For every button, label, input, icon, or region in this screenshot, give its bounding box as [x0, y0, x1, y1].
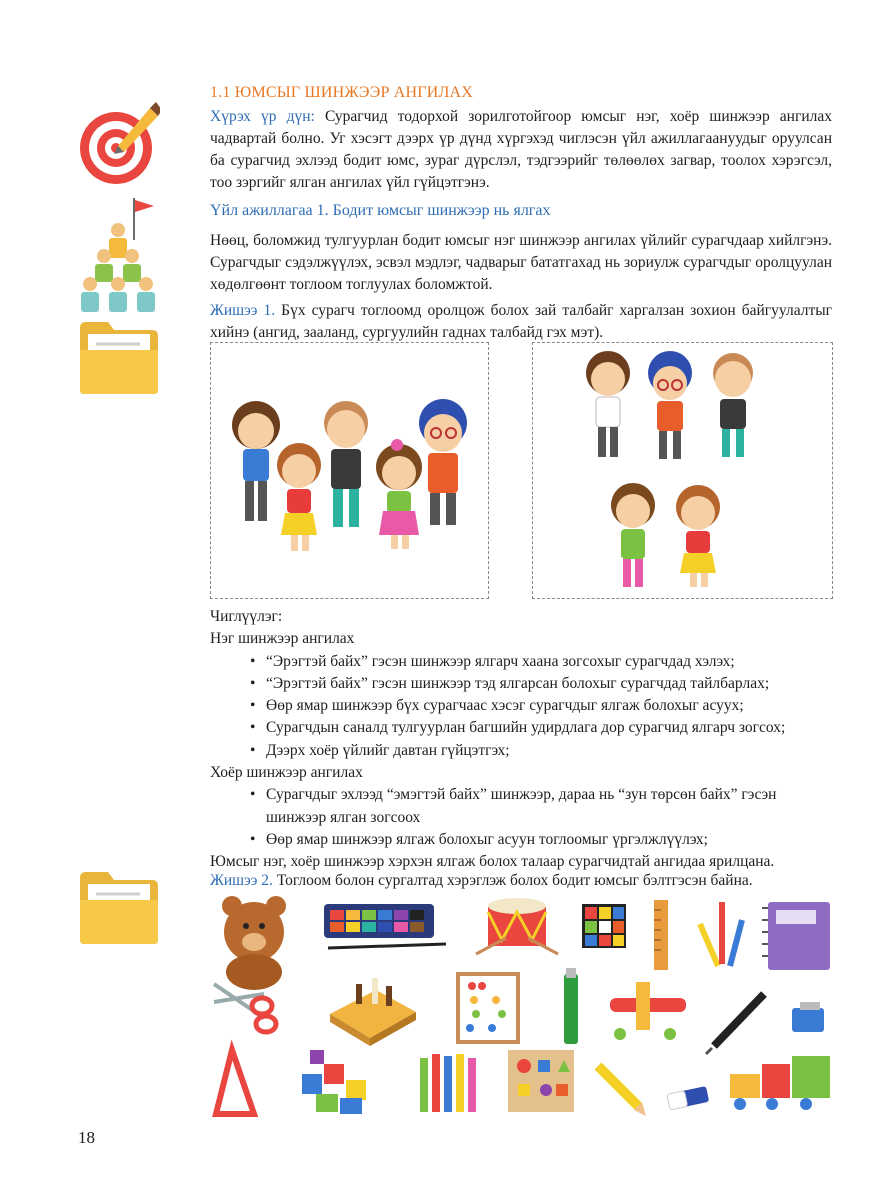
toy-train-icon	[730, 1056, 830, 1110]
eraser-icon	[667, 1086, 709, 1110]
rubiks-cube-icon	[582, 904, 626, 948]
children-group-image	[210, 342, 489, 599]
guidance-section	[210, 606, 835, 874]
paint-set-icon	[324, 904, 446, 948]
toy-plane-icon	[610, 982, 686, 1040]
crayons-icon	[420, 1054, 476, 1112]
activity-text: Нөөц, боломжид тулгуурлан бодит юмсыг нэг шинжээр ангилах үйлийг сурагчдаар хийлгэнэ. Сурагчдыг сэдэлжүүлэх, эсвэл мэдлэг, чадварыг бататгахад нь зориулж сурагчдыг оролцуулан хөдөлгөөнт тоглоом тоглуулах боломжтой.	[210, 232, 832, 293]
example1-label: Жишээ 1.	[210, 302, 276, 319]
colored-pencils-icon	[700, 902, 742, 966]
utility-knife-icon	[564, 968, 578, 1044]
ruler-icon	[654, 900, 668, 970]
list-item: • Сурагчдыг эхлээд “эмэгтэй байх” шинжээр, дараа нь “зун төрсөн байх” гэсэн шинжээр ялган зогсоох	[250, 786, 777, 826]
shape-puzzle-icon	[508, 1050, 574, 1112]
list-item: • Сурагчдын саналд тулгуурлан багшийн удирдлага дор сурагчид ялгарч зогсох;	[250, 719, 786, 737]
closing-text: Юмсыг нэг, хоёр шинжээр хэрхэн ялгаж болох талаар сурагчидтай ангидаа ярилцана.	[210, 853, 775, 871]
list-item: • Өөр ямар шинжээр бүх сурагчаас хэсэг сурагчдыг ялгаж болохыг асуух;	[250, 697, 744, 715]
team-pyramid-icon	[78, 196, 160, 314]
scissors-icon	[214, 984, 276, 1032]
two-attr-title: Хоёр шинжээр ангилах	[210, 764, 363, 782]
pencil-icon	[598, 1066, 646, 1116]
triangle-ruler-icon	[216, 1050, 254, 1114]
sharpener-icon	[792, 1002, 824, 1032]
abacus-icon	[458, 974, 518, 1042]
outcome-text: Сурагчид тодорхой зорилготойгоор юмсыг нэг, хоёр шинжээр ангилах чадвартай болно. Уг хэсэгт дээрх үр дүнд хүргэхэд чиглэсэн үйл ажиллагаануудыг оруулсан ба сурагчид эхлээд бодит юмс, зураг дүрслэл, тэдгээрийг төлөөлөх загвар, тоолох хэрэгсэл, тоо зэргийг ялган ангилах үйл гүйцэтгэнэ.	[210, 108, 832, 191]
example1-text: Бүх сурагч тоглоомд оролцож болох зай талбайг харгалзан зохион байгуулалтыг хийнэ (ангид, зааланд, сургуулийн гаднах талбайд гэх мэт).	[210, 302, 832, 341]
children-separated-image	[532, 342, 833, 599]
chess-board-icon	[330, 978, 416, 1046]
folder-icon-2	[78, 870, 160, 946]
outcome-paragraph	[210, 106, 832, 194]
list-item: • Өөр ямар шинжээр ялгаж болохыг асуун тоглоомыг үргэлжлүүлэх;	[250, 830, 708, 848]
target-icon	[78, 102, 160, 186]
teddy-bear-icon	[222, 896, 286, 990]
example2-label: Жишээ 2.	[210, 872, 273, 889]
section-heading: 1.1 ЮМСЫГ ШИНЖЭЭР АНГИЛАХ	[210, 84, 474, 101]
example1-paragraph	[210, 300, 832, 344]
activity-title: Үйл ажиллагаа 1. Бодит юмсыг шинжээр нь ялгах	[210, 202, 551, 219]
drum-icon	[476, 898, 558, 954]
page-number: 18	[78, 1128, 95, 1147]
guidance-title: Чиглүүлэг:	[210, 608, 283, 625]
list-item: • “Эрэгтэй байх” гэсэн шинжээр ялгарч хаана зогсохыг сурагчдад хэлэх;	[250, 652, 735, 670]
list-item: • Дээрх хоёр үйлийг давтан гүйцэтгэх;	[250, 741, 510, 759]
learning-objects-image	[206, 894, 840, 1124]
notebook-icon	[762, 902, 830, 970]
building-blocks-icon	[302, 1050, 366, 1114]
list-item: • “Эрэгтэй байх” гэсэн шинжээр тэд ялгарсан болохыг сурагчдад тайлбарлах;	[250, 674, 770, 692]
folder-icon	[78, 320, 160, 396]
example2-paragraph	[210, 870, 832, 892]
pen-icon	[706, 994, 764, 1054]
one-attr-title: Нэг шинжээр ангилах	[210, 630, 355, 648]
outcome-label: Хүрэх үр дүн:	[210, 108, 315, 125]
example2-text: Тоглоом болон сургалтад хэрэглэж болох бодит юмсыг бэлтгэсэн байна.	[276, 872, 753, 889]
